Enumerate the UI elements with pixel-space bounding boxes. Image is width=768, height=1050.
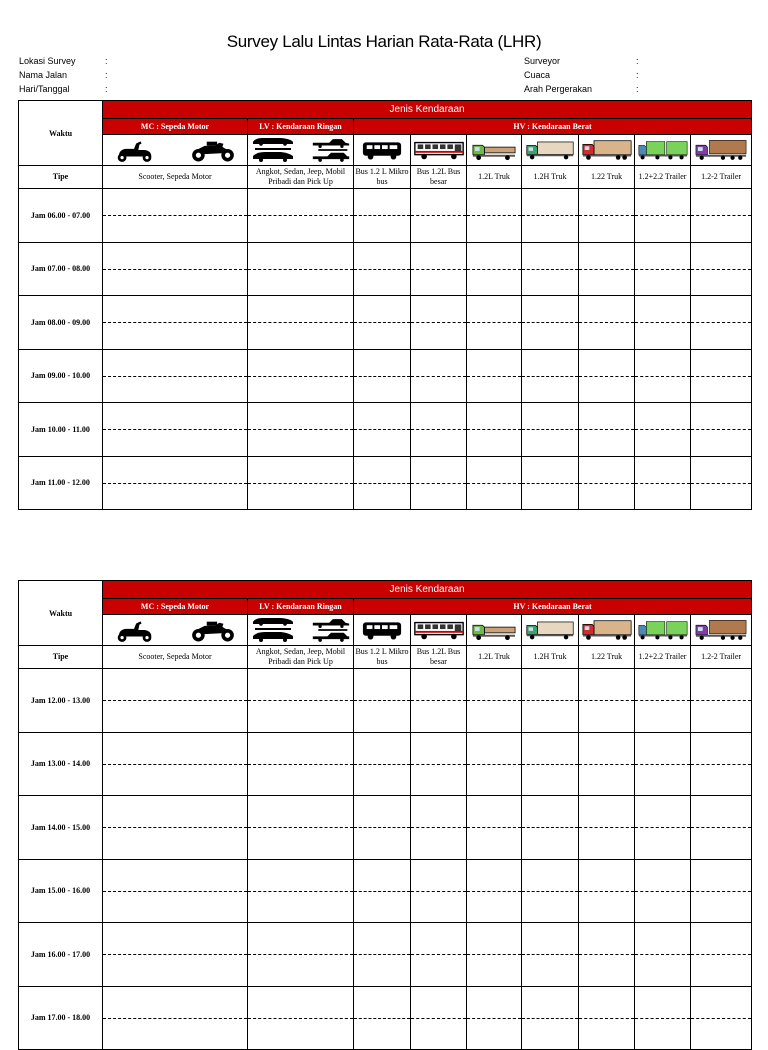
count-cell[interactable] <box>411 923 467 987</box>
pickup-icon <box>311 136 351 164</box>
count-cell[interactable] <box>411 403 467 457</box>
count-cell[interactable] <box>467 456 522 510</box>
count-cell[interactable] <box>579 796 635 860</box>
count-cell[interactable] <box>411 859 467 923</box>
count-cell[interactable] <box>103 796 248 860</box>
count-cell[interactable] <box>691 796 752 860</box>
arah-label: Arah Pergerakan <box>524 84 593 94</box>
tipe-truck-122: 1.22 Truk <box>579 166 635 189</box>
tipe-trailer-12-2: 1.2-2 Trailer <box>691 646 752 669</box>
count-cell[interactable] <box>635 923 691 987</box>
trailer-icon <box>637 137 689 163</box>
count-cell[interactable] <box>635 669 691 733</box>
hour-label: Jam 07.00 - 08.00 <box>19 242 103 296</box>
table-row <box>19 669 752 733</box>
lv-group-header: LV : Kendaraan Ringan <box>248 119 354 135</box>
tipe-truck-12l: 1.2L Truk <box>467 646 522 669</box>
count-cell[interactable] <box>103 669 248 733</box>
hour-label: Jam 08.00 - 09.00 <box>19 296 103 350</box>
box-truck-icon <box>525 617 575 643</box>
count-cell[interactable] <box>103 403 248 457</box>
count-cell[interactable] <box>691 403 752 457</box>
box-truck-icon <box>581 137 633 163</box>
count-cell[interactable] <box>635 456 691 510</box>
hv-group-header: HV : Kendaraan Berat <box>354 119 752 135</box>
count-cell[interactable] <box>635 296 691 350</box>
tipe-bus-big: Bus 1.2L Bus besar <box>411 166 467 189</box>
count-cell[interactable] <box>467 403 522 457</box>
count-cell[interactable] <box>691 349 752 403</box>
table-row <box>19 403 752 457</box>
box-truck-icon <box>581 617 633 643</box>
minibus-icon <box>361 139 403 161</box>
table-row <box>19 242 752 296</box>
tipe-bus-small: Bus 1.2 L Mikro bus <box>354 646 411 669</box>
count-cell[interactable] <box>248 296 354 350</box>
table-row <box>19 923 752 987</box>
truck-icon <box>471 617 517 643</box>
count-cell[interactable] <box>354 296 411 350</box>
survey-info-left: Lokasi Survey : Nama Jalan : Hari/Tanggal : <box>19 56 108 94</box>
mc-group-header: MC : Sepeda Motor <box>103 119 248 135</box>
survey-table-afternoon <box>18 580 752 1050</box>
count-cell[interactable] <box>248 189 354 243</box>
hour-label: Jam 15.00 - 16.00 <box>19 859 103 923</box>
count-cell[interactable] <box>522 859 579 923</box>
hour-rows-afternoon <box>19 669 752 1050</box>
table-row <box>19 986 752 1050</box>
count-cell[interactable] <box>579 923 635 987</box>
table-row <box>19 349 752 403</box>
hour-label: Jam 13.00 - 14.00 <box>19 732 103 796</box>
tipe-trailer-122: 1.2+2.2 Trailer <box>635 166 691 189</box>
jenis-kendaraan-header: Jenis Kendaraan <box>103 101 752 119</box>
hour-label: Jam 06.00 - 07.00 <box>19 189 103 243</box>
count-cell[interactable] <box>103 189 248 243</box>
table-row <box>19 189 752 243</box>
count-cell[interactable] <box>579 456 635 510</box>
count-cell[interactable] <box>467 189 522 243</box>
count-cell[interactable] <box>635 732 691 796</box>
tipe-truck-12l: 1.2L Truk <box>467 166 522 189</box>
trailer-icon <box>694 137 748 163</box>
trailer-icon <box>637 617 689 643</box>
tipe-trailer-122: 1.2+2.2 Trailer <box>635 646 691 669</box>
nama-jalan-label: Nama Jalan <box>19 70 68 80</box>
tipe-label: Tipe <box>19 646 103 669</box>
count-cell[interactable] <box>354 189 411 243</box>
scooter-icon <box>112 617 156 643</box>
count-cell[interactable] <box>467 296 522 350</box>
count-cell[interactable] <box>354 986 411 1050</box>
lv-icons-cell <box>248 615 354 646</box>
count-cell[interactable] <box>467 732 522 796</box>
count-cell[interactable] <box>467 349 522 403</box>
pickup-icon <box>311 616 351 644</box>
survey-info-right: Surveyor : Cuaca : Arah Pergerakan : <box>524 56 639 94</box>
hour-label: Jam 10.00 - 11.00 <box>19 403 103 457</box>
count-cell[interactable] <box>103 456 248 510</box>
count-cell[interactable] <box>522 986 579 1050</box>
count-cell[interactable] <box>522 923 579 987</box>
count-cell[interactable] <box>248 669 354 733</box>
count-cell[interactable] <box>103 349 248 403</box>
count-cell[interactable] <box>691 923 752 987</box>
table-row <box>19 796 752 860</box>
count-cell[interactable] <box>248 349 354 403</box>
count-cell[interactable] <box>103 732 248 796</box>
tipe-trailer-12-2: 1.2-2 Trailer <box>691 166 752 189</box>
count-cell[interactable] <box>522 403 579 457</box>
count-cell[interactable] <box>691 456 752 510</box>
hour-label: Jam 17.00 - 18.00 <box>19 986 103 1050</box>
count-cell[interactable] <box>411 456 467 510</box>
count-cell[interactable] <box>354 242 411 296</box>
count-cell[interactable] <box>522 732 579 796</box>
hour-label: Jam 16.00 - 17.00 <box>19 923 103 987</box>
count-cell[interactable] <box>522 796 579 860</box>
count-cell[interactable] <box>635 242 691 296</box>
tipe-mc: Scooter, Sepeda Motor <box>103 646 248 669</box>
count-cell[interactable] <box>467 669 522 733</box>
count-cell[interactable] <box>579 189 635 243</box>
count-cell[interactable] <box>411 296 467 350</box>
waktu-header: Waktu <box>19 101 103 166</box>
count-cell[interactable] <box>354 859 411 923</box>
count-cell[interactable] <box>579 732 635 796</box>
trailer-icon <box>694 617 748 643</box>
count-cell[interactable] <box>467 923 522 987</box>
count-cell[interactable] <box>103 296 248 350</box>
hv-group-header: HV : Kendaraan Berat <box>354 599 752 615</box>
count-cell[interactable] <box>411 669 467 733</box>
table-row <box>19 859 752 923</box>
mc-icons-cell <box>103 135 248 166</box>
count-cell[interactable] <box>248 923 354 987</box>
count-cell[interactable] <box>579 859 635 923</box>
count-cell[interactable] <box>103 242 248 296</box>
count-cell[interactable] <box>691 859 752 923</box>
count-cell[interactable] <box>579 349 635 403</box>
tipe-bus-small: Bus 1.2 L Mikro bus <box>354 166 411 189</box>
count-cell[interactable] <box>103 923 248 987</box>
car-icon <box>251 616 295 644</box>
count-cell[interactable] <box>635 796 691 860</box>
count-cell[interactable] <box>354 796 411 860</box>
count-cell[interactable] <box>635 986 691 1050</box>
car-icon <box>251 136 295 164</box>
count-cell[interactable] <box>411 242 467 296</box>
lokasi-label: Lokasi Survey <box>19 56 76 66</box>
hour-label: Jam 14.00 - 15.00 <box>19 796 103 860</box>
count-cell[interactable] <box>467 242 522 296</box>
count-cell[interactable] <box>579 669 635 733</box>
table-row <box>19 732 752 796</box>
count-cell[interactable] <box>522 669 579 733</box>
truck-icon <box>471 137 517 163</box>
count-cell[interactable] <box>354 732 411 796</box>
count-cell[interactable] <box>691 296 752 350</box>
waktu-header: Waktu <box>19 581 103 646</box>
table-row <box>19 296 752 350</box>
hour-label: Jam 12.00 - 13.00 <box>19 669 103 733</box>
surveyor-label: Surveyor <box>524 56 561 66</box>
count-cell[interactable] <box>579 986 635 1050</box>
count-cell[interactable] <box>635 859 691 923</box>
survey-table-morning <box>18 100 752 510</box>
count-cell[interactable] <box>467 796 522 860</box>
count-cell[interactable] <box>354 403 411 457</box>
count-cell[interactable] <box>411 986 467 1050</box>
tipe-label: Tipe <box>19 166 103 189</box>
count-cell[interactable] <box>411 732 467 796</box>
count-cell[interactable] <box>248 456 354 510</box>
count-cell[interactable] <box>635 349 691 403</box>
count-cell[interactable] <box>248 796 354 860</box>
motorcycle-icon <box>188 137 238 163</box>
count-cell[interactable] <box>579 242 635 296</box>
tipe-truck-12h: 1.2H Truk <box>522 646 579 669</box>
count-cell[interactable] <box>248 242 354 296</box>
tipe-lv: Angkot, Sedan, Jeep, Mobil Pribadi dan Pick Up <box>248 646 354 669</box>
count-cell[interactable] <box>691 732 752 796</box>
bus-icon <box>413 619 465 641</box>
hour-rows-morning <box>19 189 752 510</box>
count-cell[interactable] <box>579 403 635 457</box>
count-cell[interactable] <box>467 859 522 923</box>
count-cell[interactable] <box>248 859 354 923</box>
mc-icons-cell <box>103 615 248 646</box>
count-cell[interactable] <box>103 986 248 1050</box>
jenis-kendaraan-header: Jenis Kendaraan <box>103 581 752 599</box>
minibus-icon <box>361 619 403 641</box>
hour-label: Jam 09.00 - 10.00 <box>19 349 103 403</box>
count-cell[interactable] <box>354 923 411 987</box>
count-cell[interactable] <box>248 732 354 796</box>
count-cell[interactable] <box>691 242 752 296</box>
count-cell[interactable] <box>691 189 752 243</box>
count-cell[interactable] <box>467 986 522 1050</box>
tipe-truck-12h: 1.2H Truk <box>522 166 579 189</box>
count-cell[interactable] <box>411 796 467 860</box>
count-cell[interactable] <box>354 349 411 403</box>
tipe-bus-big: Bus 1.2L Bus besar <box>411 646 467 669</box>
lv-group-header: LV : Kendaraan Ringan <box>248 599 354 615</box>
count-cell[interactable] <box>411 189 467 243</box>
count-cell[interactable] <box>103 859 248 923</box>
tipe-lv: Angkot, Sedan, Jeep, Mobil Pribadi dan Pick Up <box>248 166 354 189</box>
bus-icon <box>413 139 465 161</box>
count-cell[interactable] <box>248 986 354 1050</box>
tipe-mc: Scooter, Sepeda Motor <box>103 166 248 189</box>
count-cell[interactable] <box>635 189 691 243</box>
count-cell[interactable] <box>522 456 579 510</box>
count-cell[interactable] <box>522 296 579 350</box>
count-cell[interactable] <box>522 242 579 296</box>
count-cell[interactable] <box>248 403 354 457</box>
count-cell[interactable] <box>635 403 691 457</box>
count-cell[interactable] <box>522 349 579 403</box>
table-row <box>19 456 752 510</box>
hari-tanggal-label: Hari/Tanggal <box>19 84 70 94</box>
count-cell[interactable] <box>411 349 467 403</box>
tipe-truck-122: 1.22 Truk <box>579 646 635 669</box>
hour-label: Jam 11.00 - 12.00 <box>19 456 103 510</box>
box-truck-icon <box>525 137 575 163</box>
count-cell[interactable] <box>691 669 752 733</box>
lv-icons-cell <box>248 135 354 166</box>
count-cell[interactable] <box>579 296 635 350</box>
scooter-icon <box>112 137 156 163</box>
count-cell[interactable] <box>354 456 411 510</box>
page-title: Survey Lalu Lintas Harian Rata-Rata (LHR) <box>226 32 542 51</box>
count-cell[interactable] <box>354 669 411 733</box>
cuaca-label: Cuaca <box>524 70 551 80</box>
count-cell[interactable] <box>691 986 752 1050</box>
mc-group-header: MC : Sepeda Motor <box>103 599 248 615</box>
motorcycle-icon <box>188 617 238 643</box>
count-cell[interactable] <box>522 189 579 243</box>
